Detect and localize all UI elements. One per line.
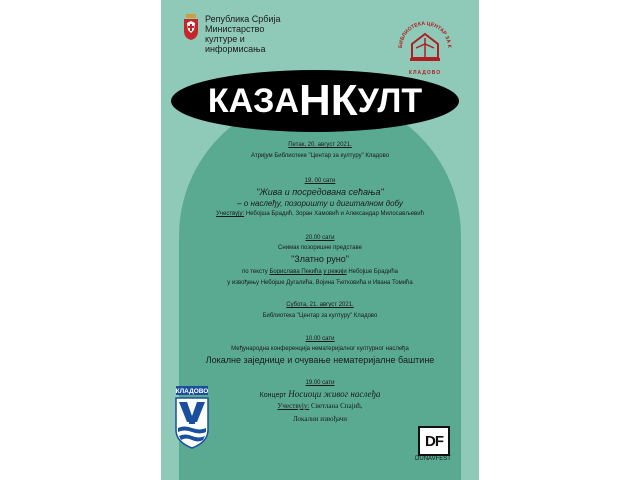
participants-names: Светлана Спајић, (310, 402, 363, 410)
event1-title: "Жива и посредована сећања" (256, 187, 384, 197)
day1-venue: Атријум Библиотеке "Центар за културу" Кладово (250, 153, 390, 159)
event2-desc: Снимак позоришне представе (278, 245, 362, 251)
concert-title: Носиоци живог наслеђа (288, 389, 381, 399)
event4-time: 19.00 сати (305, 380, 335, 386)
cast-names: Небојше Дугалића, Војина Ћетковића и Ивана Томића (260, 280, 413, 286)
event3-title: Локалне заједнице и очување нематеријалне баштине (205, 355, 435, 365)
ministry-line: културе и (205, 34, 245, 44)
credit-text: Небојше Брадића (348, 269, 399, 275)
ministry-line: Министарство (205, 24, 265, 34)
event4-local: Локални извођачи (292, 415, 347, 423)
dunavfest-name: DUNAVFEST (415, 456, 451, 462)
library-logo-icon (394, 14, 456, 76)
event3-time: 10.00 сати (305, 336, 335, 342)
participants-label: Учествују: (216, 211, 245, 217)
event2-time: 20.00 сати (305, 235, 335, 241)
event1-time: 19. 00 сати (304, 178, 336, 184)
ministry-header (183, 14, 280, 54)
event2-title: "Златно руно" (291, 254, 349, 264)
kladovo-municipality-logo-icon (175, 382, 209, 452)
credit-text: Борислава Пекића (269, 269, 322, 275)
day2-date: Субота, 21. август 2021. (286, 302, 354, 308)
credit-text: по тексту (241, 269, 268, 275)
title-part: КАЗА (207, 81, 300, 120)
title-banner (171, 70, 459, 132)
title-part: НК (299, 76, 358, 125)
ministry-line: информисања (205, 44, 266, 54)
ministry-line: Република Србија (205, 14, 281, 24)
event2-cast (161, 280, 479, 286)
event1-subtitle: – о наслеђу, позоришту и дигиталном добу (237, 199, 403, 208)
concert-label: Концерт (259, 392, 287, 399)
poster (161, 0, 479, 480)
day1-date: Петак, 20. август 2021. (288, 142, 352, 148)
serbian-coat-of-arms-icon (183, 14, 199, 40)
event3-desc: Међународна конференција нематеријалног културног наслеђа (231, 346, 409, 352)
day2-venue: Библиотека "Центар за културу" Кладово (262, 313, 378, 319)
credit-text: у режији (323, 269, 347, 275)
library-town: КЛАДОВО (408, 70, 442, 76)
library-arc-text: БИБЛИОТЕКА ЦЕНТАР ЗА К (397, 20, 453, 49)
ministry-name (205, 14, 280, 54)
event2-credits (161, 269, 479, 275)
dunavfest-logo: DF (418, 426, 450, 456)
event1-participants (161, 211, 479, 217)
cast-label: у извођењу (227, 280, 260, 286)
participants-label: Учествују: (277, 402, 310, 410)
kladovo-logo-text: КЛАДОВО (175, 388, 209, 395)
participants-names: Небојша Брадић, Зоран Хамовић и Александар Милосављевић (245, 211, 424, 217)
svg-text:БИБЛИОТЕКА ЦЕНТАР ЗА КУЛТУРУ (394, 14, 452, 49)
title-part: УЛТ (357, 81, 423, 120)
